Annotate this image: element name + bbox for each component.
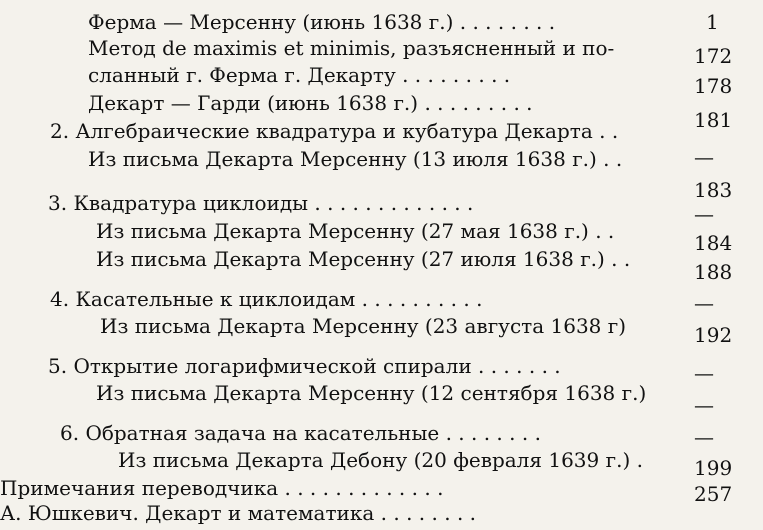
toc-entry: Из письма Декарта Мерсенну (13 июля 1638 г.) . .	[88, 147, 623, 171]
toc-entry: Примечания переводчика . . . . . . . . . . . . .	[0, 476, 444, 500]
page-number: 183	[694, 178, 733, 202]
toc-entry: 5. Открытие логарифмической спирали . . . . . . .	[48, 354, 561, 378]
toc-entry: 3. Квадратура циклоиды . . . . . . . . . . . . .	[48, 191, 474, 215]
page-number: 184	[694, 231, 733, 255]
toc-entry: 4. Касательные к циклоидам . . . . . . . . . .	[50, 287, 483, 311]
page-number: 199	[694, 456, 733, 480]
toc-entry: Из письма Декарта Дебону (20 февраля 1639 г.) .	[118, 448, 643, 472]
toc-entry: 2. Алгебраические квадратура и кубатура Декарта . .	[50, 119, 619, 143]
page-number: —	[694, 291, 714, 315]
page-number: 1	[706, 10, 719, 34]
toc-entry: сланный г. Ферма г. Декарту . . . . . . . . .	[88, 63, 511, 87]
page-number: 257	[694, 482, 733, 506]
toc-entry: Из письма Декарта Мерсенну (23 августа 1638 г)	[100, 314, 627, 338]
page-number: —	[694, 393, 714, 417]
page-number: —	[694, 425, 714, 449]
toc-entry: 6. Обратная задача на касательные . . . . . . . .	[60, 421, 541, 445]
toc-entry: А. Юшкевич. Декарт и математика . . . . . . . .	[0, 501, 477, 525]
page-number: —	[694, 202, 714, 226]
toc-entry: Ферма — Мерсенну (июнь 1638 г.) . . . . . . . .	[88, 10, 556, 34]
page-number: 188	[694, 260, 733, 284]
page-number: 192	[694, 323, 733, 347]
toc-entry: Из письма Декарта Мерсенну (27 мая 1638 г.) . .	[96, 219, 615, 243]
page-number: —	[694, 361, 714, 385]
page-number: 181	[694, 108, 733, 132]
page-number: —	[694, 145, 714, 169]
toc-entry: Декарт — Гарди (июнь 1638 г.) . . . . . . . . .	[88, 91, 533, 115]
page-number: 178	[694, 74, 733, 98]
toc-entry: Из письма Декарта Мерсенну (12 сентября 1638 г.)	[96, 381, 647, 405]
page-number: 172	[694, 44, 733, 68]
toc-entry: Из письма Декарта Мерсенну (27 июля 1638 г.) . .	[96, 247, 631, 271]
toc-entry: Метод de maximis et minimis, разъясненный и по-	[88, 36, 615, 60]
